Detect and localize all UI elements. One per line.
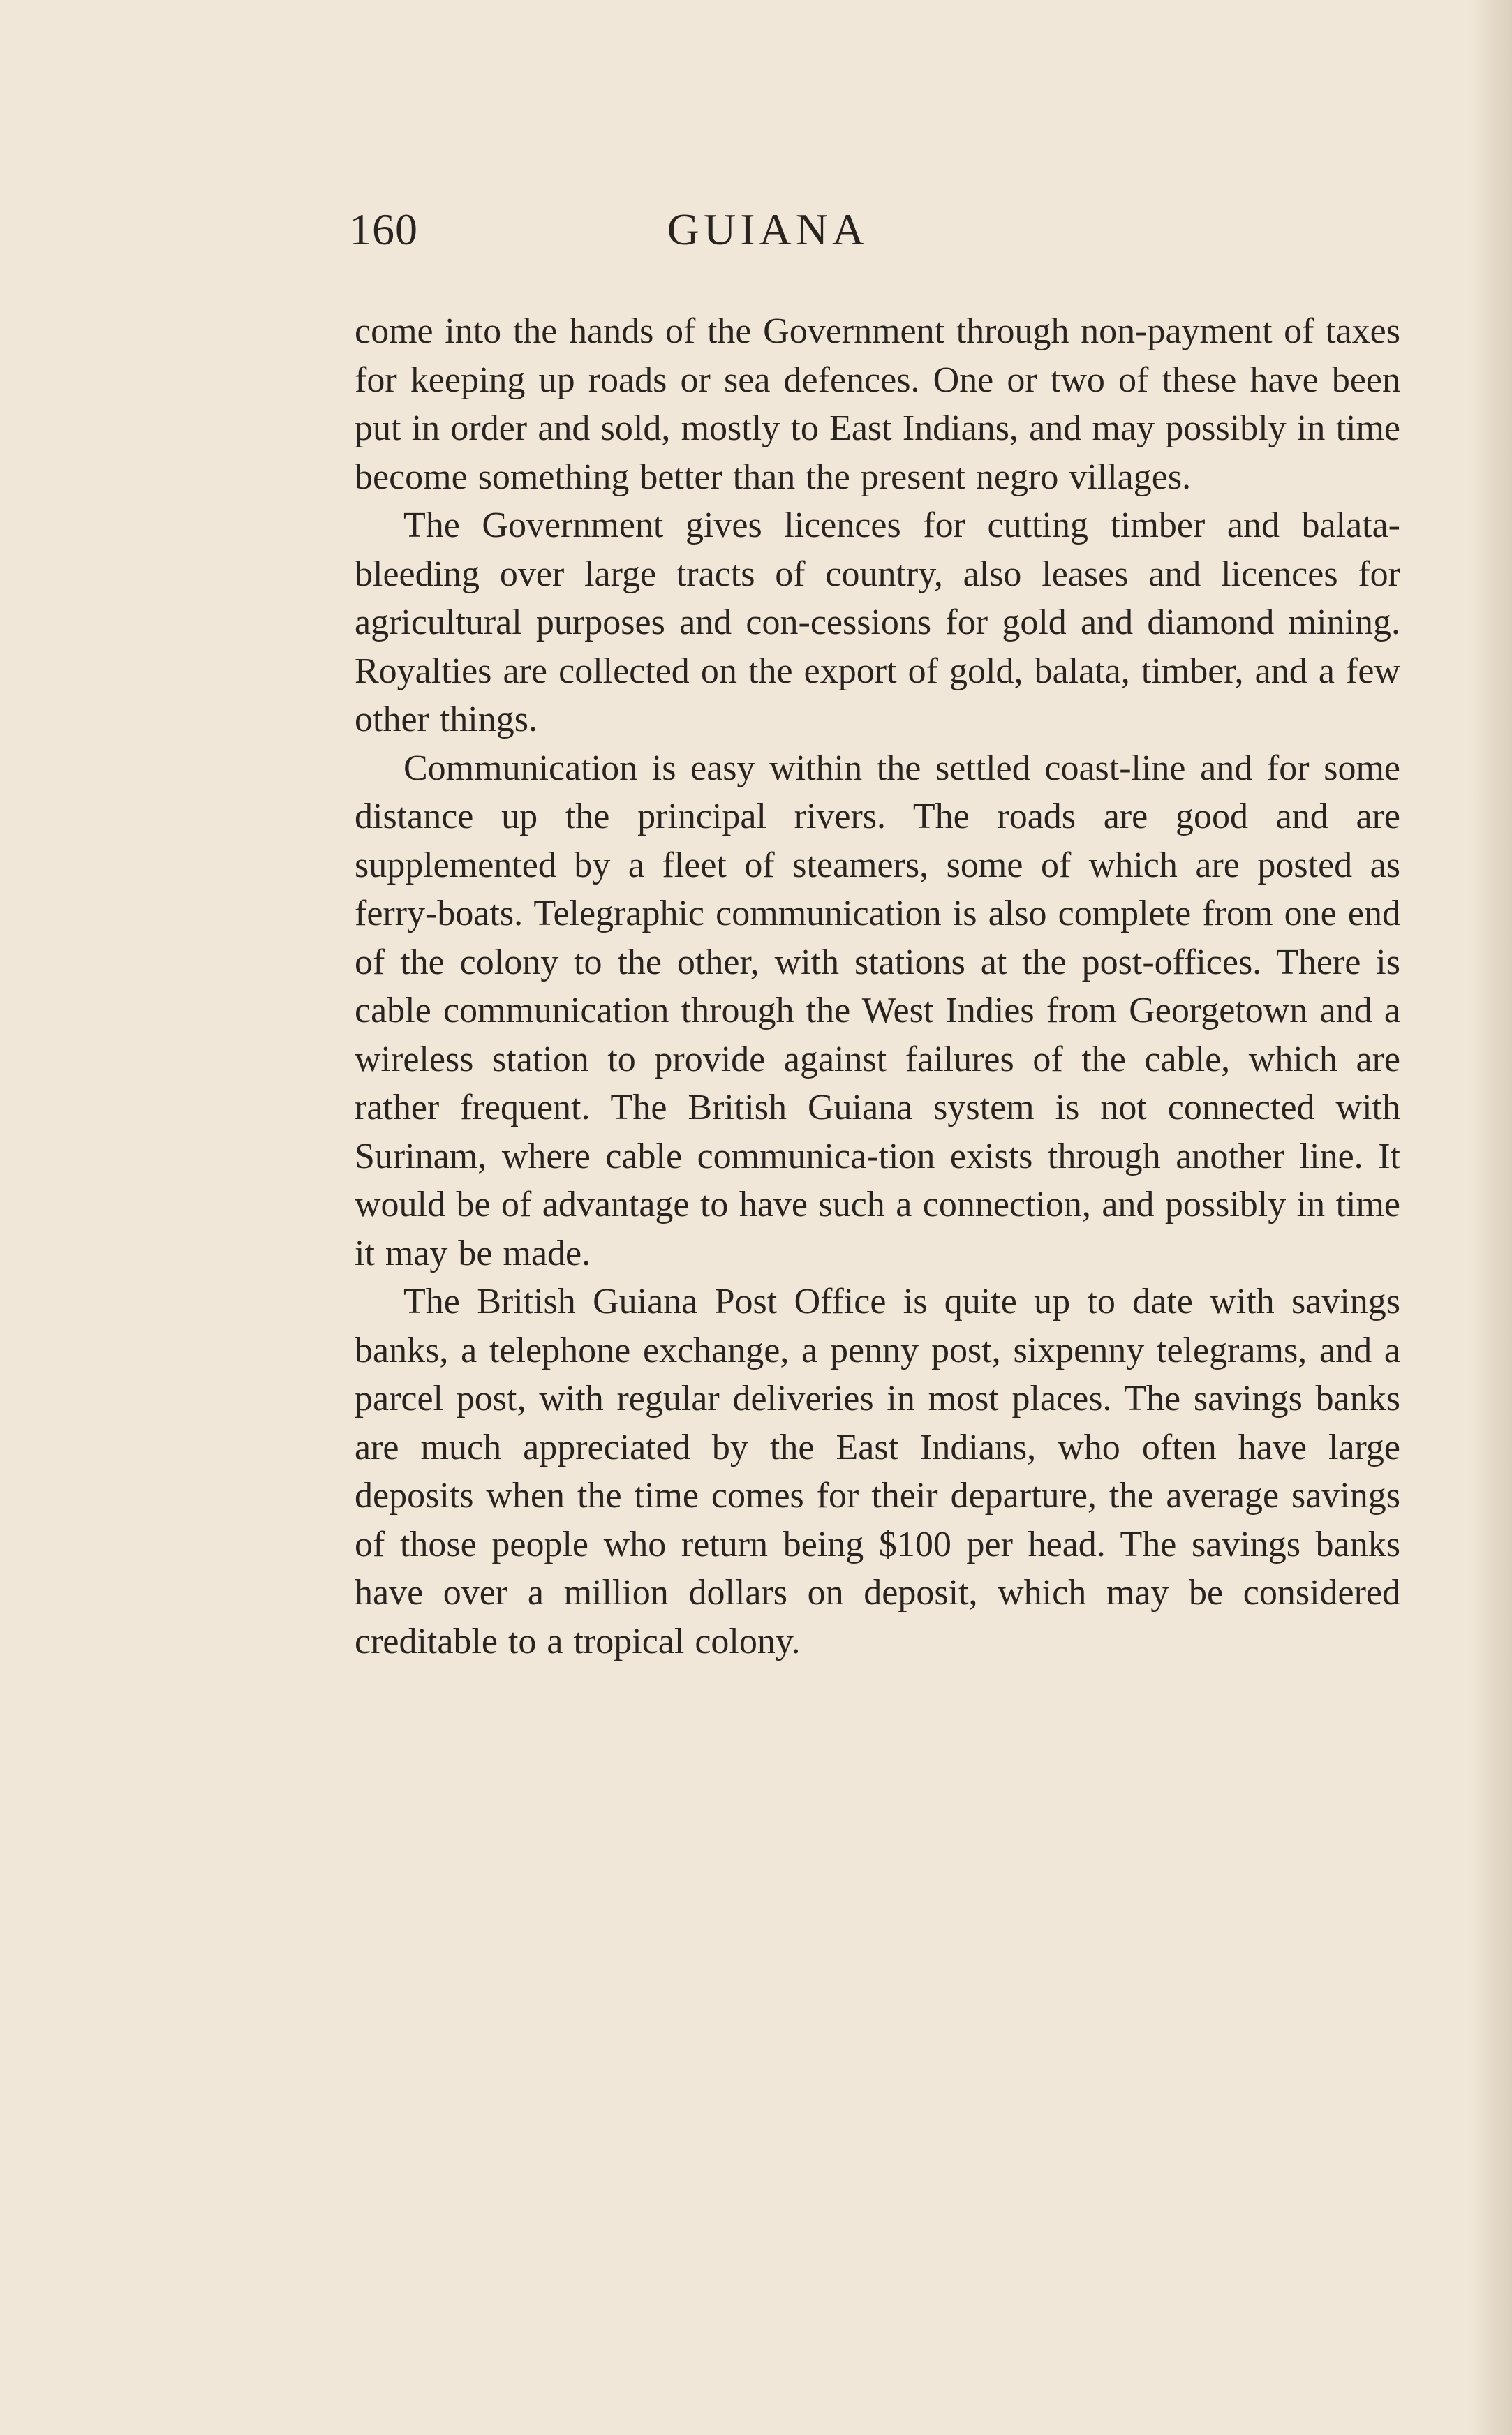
body-text bbox=[355, 307, 1400, 1666]
page-header bbox=[349, 204, 1047, 274]
paragraph-3: Communication is easy within the settled coast-line and for some distance up the principal rivers. The roads are good and are supplemented by a fleet of steamers, some of which are posted as ferry-boats. Telegraphic communication is also complete from one end of the colony to the other, with stations at the post-offices. There is cable communication through the West Indies from Georgetown and a wireless station to provide against failures of the cable, which are rather frequent. The British Guiana system is not connected with Surinam, where cable communica-tion exists through another line. It would be of advantage to have such a connection, and possibly in time it may be made. bbox=[355, 748, 1400, 1273]
paragraph-2: The Government gives licences for cutting timber and balata-bleeding over large tracts of country, also leases and licences for agricultural purposes and con-cessions for gold and diamond mining. Royalties are collected on the export of gold, balata, timber, and a few other things. bbox=[355, 505, 1400, 739]
running-title: GUIANA bbox=[667, 205, 869, 254]
page-number: 160 bbox=[349, 205, 418, 254]
paragraph-1: come into the hands of the Government through non-payment of taxes for keeping up roads or sea defences. One or two of these have been put in order and sold, mostly to East Indians, and may possibly in time become something better than the present negro villages. bbox=[355, 311, 1400, 497]
page-edge-shadow bbox=[1470, 0, 1512, 2435]
paragraph-4: The British Guiana Post Office is quite up to date with savings banks, a telephone exchange, a penny post, sixpenny telegrams, and a parcel post, with regular deliveries in most places. The savings banks are much appreciated by the East Indians, who often have large deposits when the time comes for their departure, the average savings of those people who return being $100 per head. The savings banks have over a million dollars on deposit, which may be considered creditable to a tropical colony. bbox=[355, 1282, 1400, 1661]
